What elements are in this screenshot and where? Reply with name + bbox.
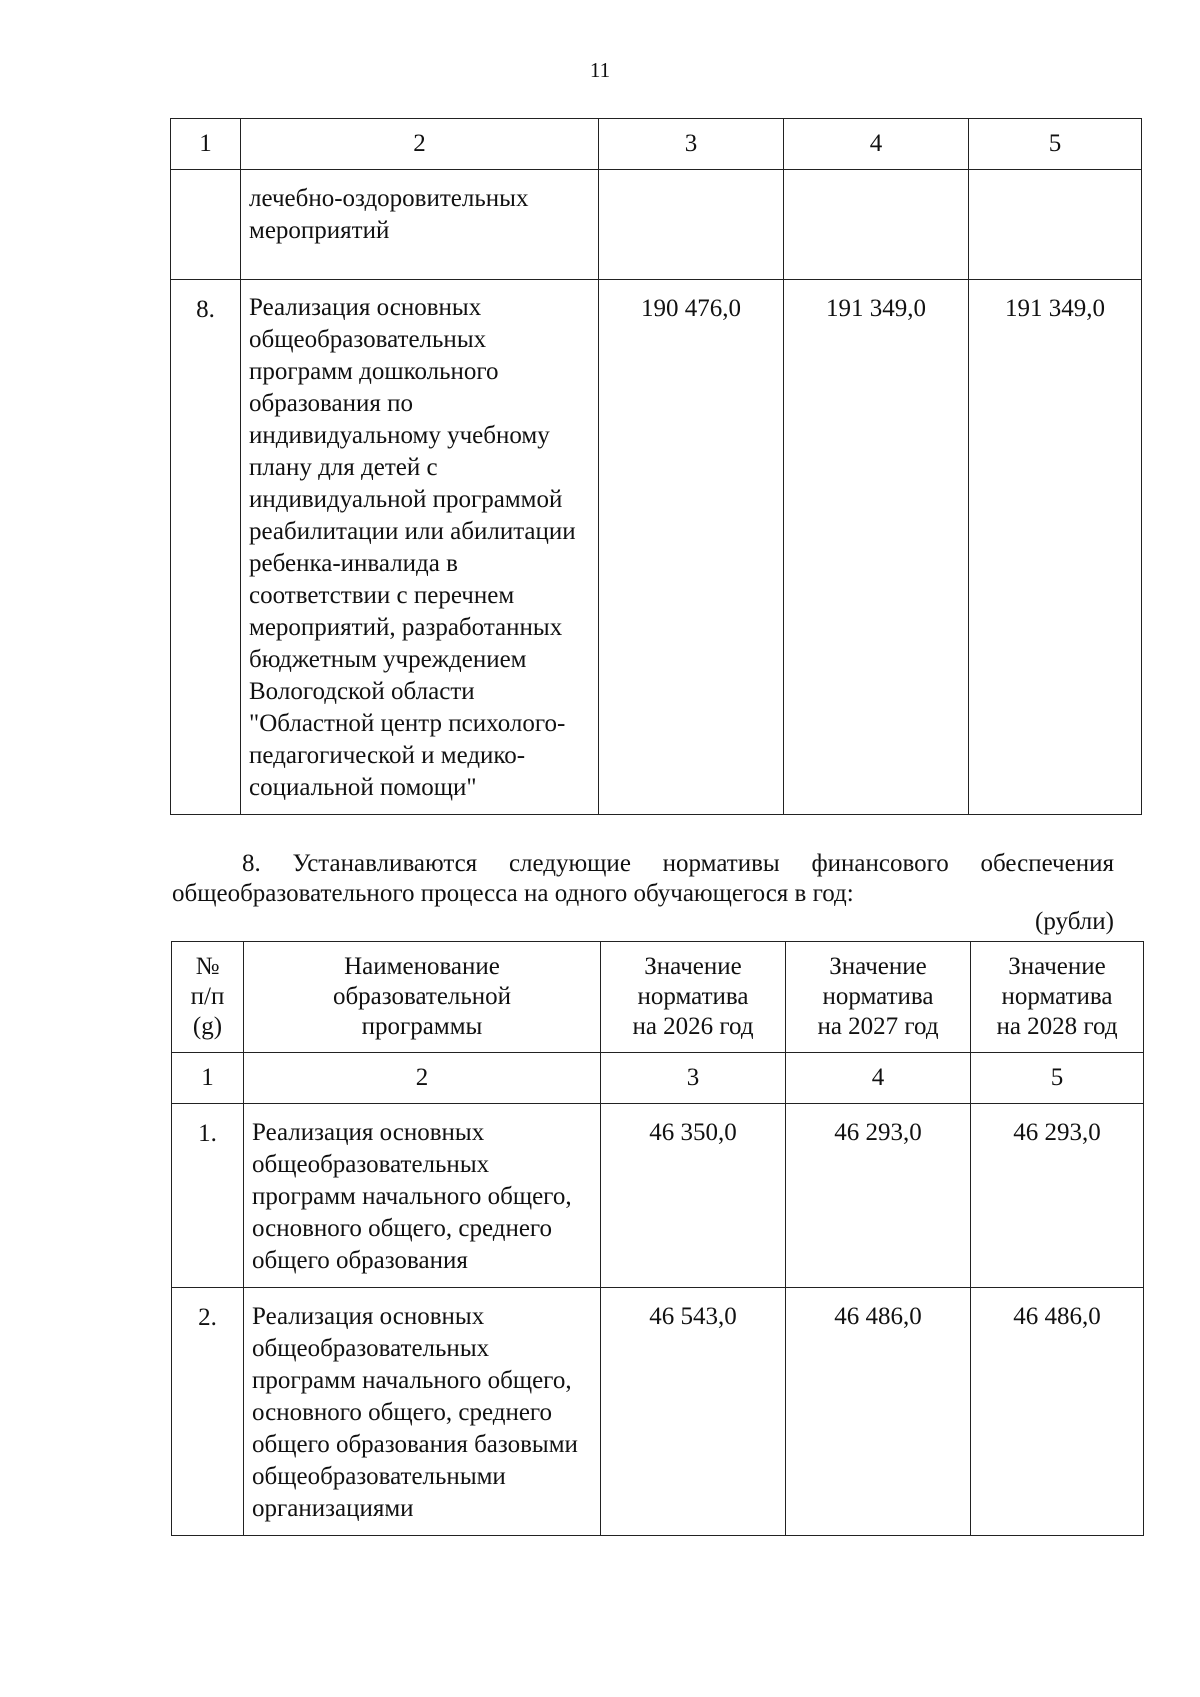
value-2028-cell: 46 486,0 bbox=[971, 1288, 1144, 1536]
row-number-cell: 2. bbox=[172, 1288, 244, 1536]
header-number-cell bbox=[172, 942, 244, 1053]
column-index: 3 bbox=[601, 1053, 786, 1104]
value-cell bbox=[599, 170, 784, 280]
column-index: 2 bbox=[241, 119, 599, 170]
header-line: образовательной bbox=[332, 983, 512, 1010]
value-2026-cell: 190 476,0 bbox=[599, 280, 784, 815]
program-name-cell: Реализация основных общеобразовательных программ начального общего, основного общего, среднего общего образования bbox=[244, 1104, 601, 1288]
table-row bbox=[171, 280, 1142, 815]
header-line: на 2026 год bbox=[632, 1013, 754, 1040]
normatives-table-continued bbox=[170, 118, 1142, 815]
table-header-row bbox=[172, 942, 1144, 1053]
header-line: п/п bbox=[190, 983, 225, 1010]
header-line: программы bbox=[361, 1013, 483, 1040]
header-line: норматива bbox=[822, 983, 934, 1010]
column-index: 1 bbox=[172, 1053, 244, 1104]
table-row-continuation bbox=[171, 170, 1142, 280]
header-line: № bbox=[195, 953, 220, 980]
column-index: 5 bbox=[971, 1053, 1144, 1104]
value-2027-cell: 46 486,0 bbox=[786, 1288, 971, 1536]
header-2026-cell bbox=[601, 942, 786, 1053]
program-name-cell: Реализация основных общеобразовательных программ начального общего, основного общего, среднего общего образования базовыми общеобразовательными организациями bbox=[244, 1288, 601, 1536]
header-line: Значение bbox=[829, 953, 927, 980]
header-line: на 2028 год bbox=[996, 1013, 1118, 1040]
program-name-cell: Реализация основных общеобразовательных программ дошкольного образования по индивидуальному учебному плану для детей с индивидуальной программой реабилитации или абилитации ребенка-инвалида в соответствии с перечнем мероприятий, разработанных бюджетным учреждением Вологодской области "Областной центр психолого-педагогической и медико-социальной помощи" bbox=[241, 280, 599, 815]
header-line: на 2027 год bbox=[817, 1013, 939, 1040]
header-2028-cell bbox=[971, 942, 1144, 1053]
column-index-row bbox=[171, 119, 1142, 170]
value-cell bbox=[784, 170, 969, 280]
header-name-cell bbox=[244, 942, 601, 1053]
column-index: 4 bbox=[784, 119, 969, 170]
header-line: (g) bbox=[192, 1013, 223, 1040]
column-index: 3 bbox=[599, 119, 784, 170]
table-row bbox=[172, 1104, 1144, 1288]
table-row bbox=[172, 1288, 1144, 1536]
column-index: 1 bbox=[171, 119, 241, 170]
value-2026-cell: 46 350,0 bbox=[601, 1104, 786, 1288]
column-index: 5 bbox=[969, 119, 1142, 170]
header-line: Значение bbox=[644, 953, 742, 980]
value-2027-cell: 191 349,0 bbox=[784, 280, 969, 815]
header-2027-cell bbox=[786, 942, 971, 1053]
header-line: Значение bbox=[1008, 953, 1106, 980]
program-name-cell: лечебно-оздоровительных мероприятий bbox=[241, 170, 599, 280]
column-index: 2 bbox=[244, 1053, 601, 1104]
header-line: норматива bbox=[1001, 983, 1113, 1010]
value-2027-cell: 46 293,0 bbox=[786, 1104, 971, 1288]
page-number: 11 bbox=[589, 58, 611, 82]
value-2026-cell: 46 543,0 bbox=[601, 1288, 786, 1536]
column-index: 4 bbox=[786, 1053, 971, 1104]
units-label: (рубли) bbox=[1035, 908, 1114, 935]
normatives-table bbox=[171, 941, 1144, 1536]
section-paragraph: 8. Устанавливаются следующие нормативы финансового обеспечения общеобразовательного процесса на одного обучающегося в год: bbox=[172, 850, 1114, 907]
column-index-row bbox=[172, 1053, 1144, 1104]
row-number-cell bbox=[171, 170, 241, 280]
value-2028-cell: 46 293,0 bbox=[971, 1104, 1144, 1288]
row-number-cell: 8. bbox=[171, 280, 241, 815]
header-line: Наименование bbox=[344, 953, 500, 980]
row-number-cell: 1. bbox=[172, 1104, 244, 1288]
value-2028-cell: 191 349,0 bbox=[969, 280, 1142, 815]
value-cell bbox=[969, 170, 1142, 280]
header-line: норматива bbox=[637, 983, 749, 1010]
